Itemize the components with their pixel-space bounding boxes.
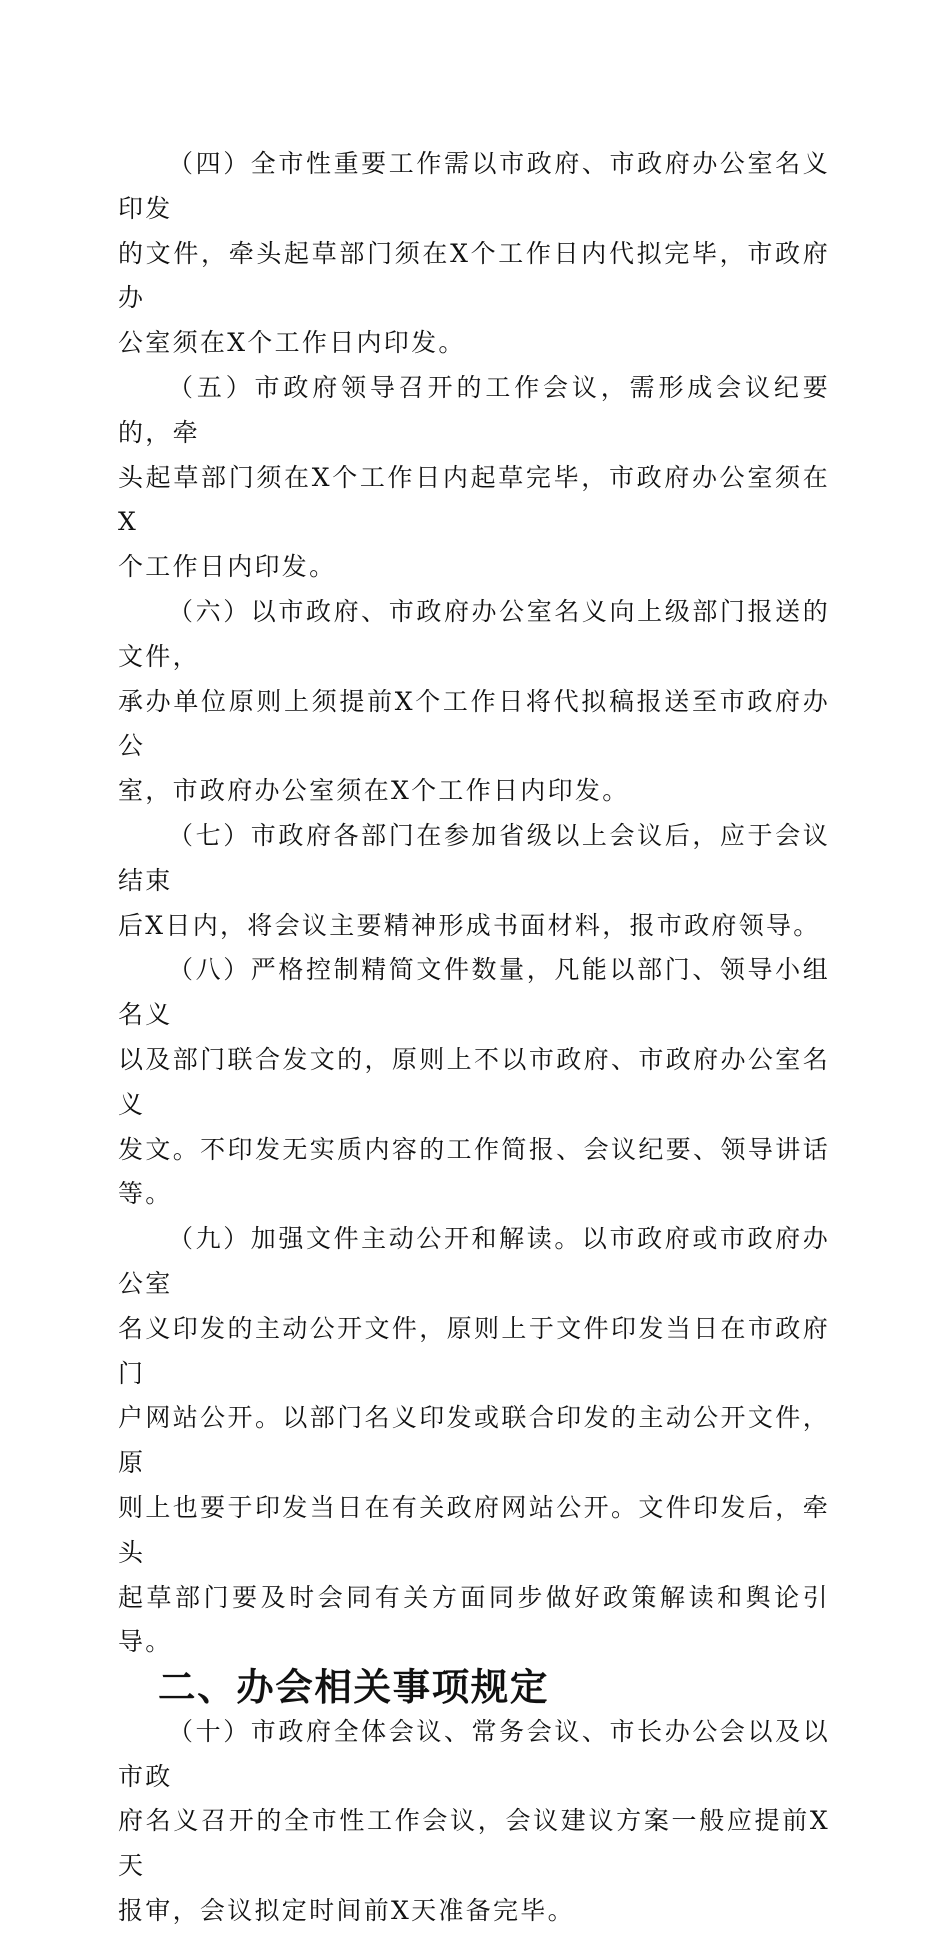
paragraph-item-7: （七）市政府各部门在参加省级以上会议后，应于会议结束 后X日内，将会议主要精神形成书面材料，报市政府领导。 — [118, 820, 830, 940]
paragraph-item-10: （十）市政府全体会议、常务会议、市长办公会以及以市政 府名义召开的全市性工作会议，会议建议方案一般应提前X天 报审，会议拟定时间前X天准备完毕。 — [118, 1716, 830, 1926]
paragraph-item-4: （四）全市性重要工作需以市政府、市政府办公室名义印发 的文件，牵头起草部门须在X个工作日内代拟完毕，市政府办 公室须在X个工作日内印发。 — [118, 149, 830, 358]
document-page — [118, 142, 830, 1934]
paragraph-item-5: （五）市政府领导召开的工作会议，需形成会议纪要的，牵 头起草部门须在X个工作日内起草完毕，市政府办公室须在X 个工作日内印发。 — [118, 372, 830, 582]
paragraph-item-8: （八）严格控制精简文件数量，凡能以部门、领导小组名义 以及部门联合发文的，原则上不以市政府、市政府办公室名义 发文。不印发无实质内容的工作简报、会议纪要、领导讲话等。 — [118, 955, 830, 1209]
paragraph-item-9: （九）加强文件主动公开和解读。以市政府或市政府办公室 名义印发的主动公开文件，原则上于文件印发当日在市政府门 户网站公开。以部门名义印发或联合印发的主动公开文件，原 则上也要于印发当日在有关政府网站公开。文件印发后，牵头 起草部门要及时会同有关方面同步做好政策解读和舆论引导。 — [118, 1224, 830, 1657]
paragraph-item-6: （六）以市政府、市政府办公室名义向上级部门报送的文件， 承办单位原则上须提前X个工作日将代拟稿报送至市政府办公 室，市政府办公室须在X个工作日内印发。 — [118, 596, 830, 806]
section-heading: 二、办会相关事项规定 — [158, 1665, 549, 1710]
